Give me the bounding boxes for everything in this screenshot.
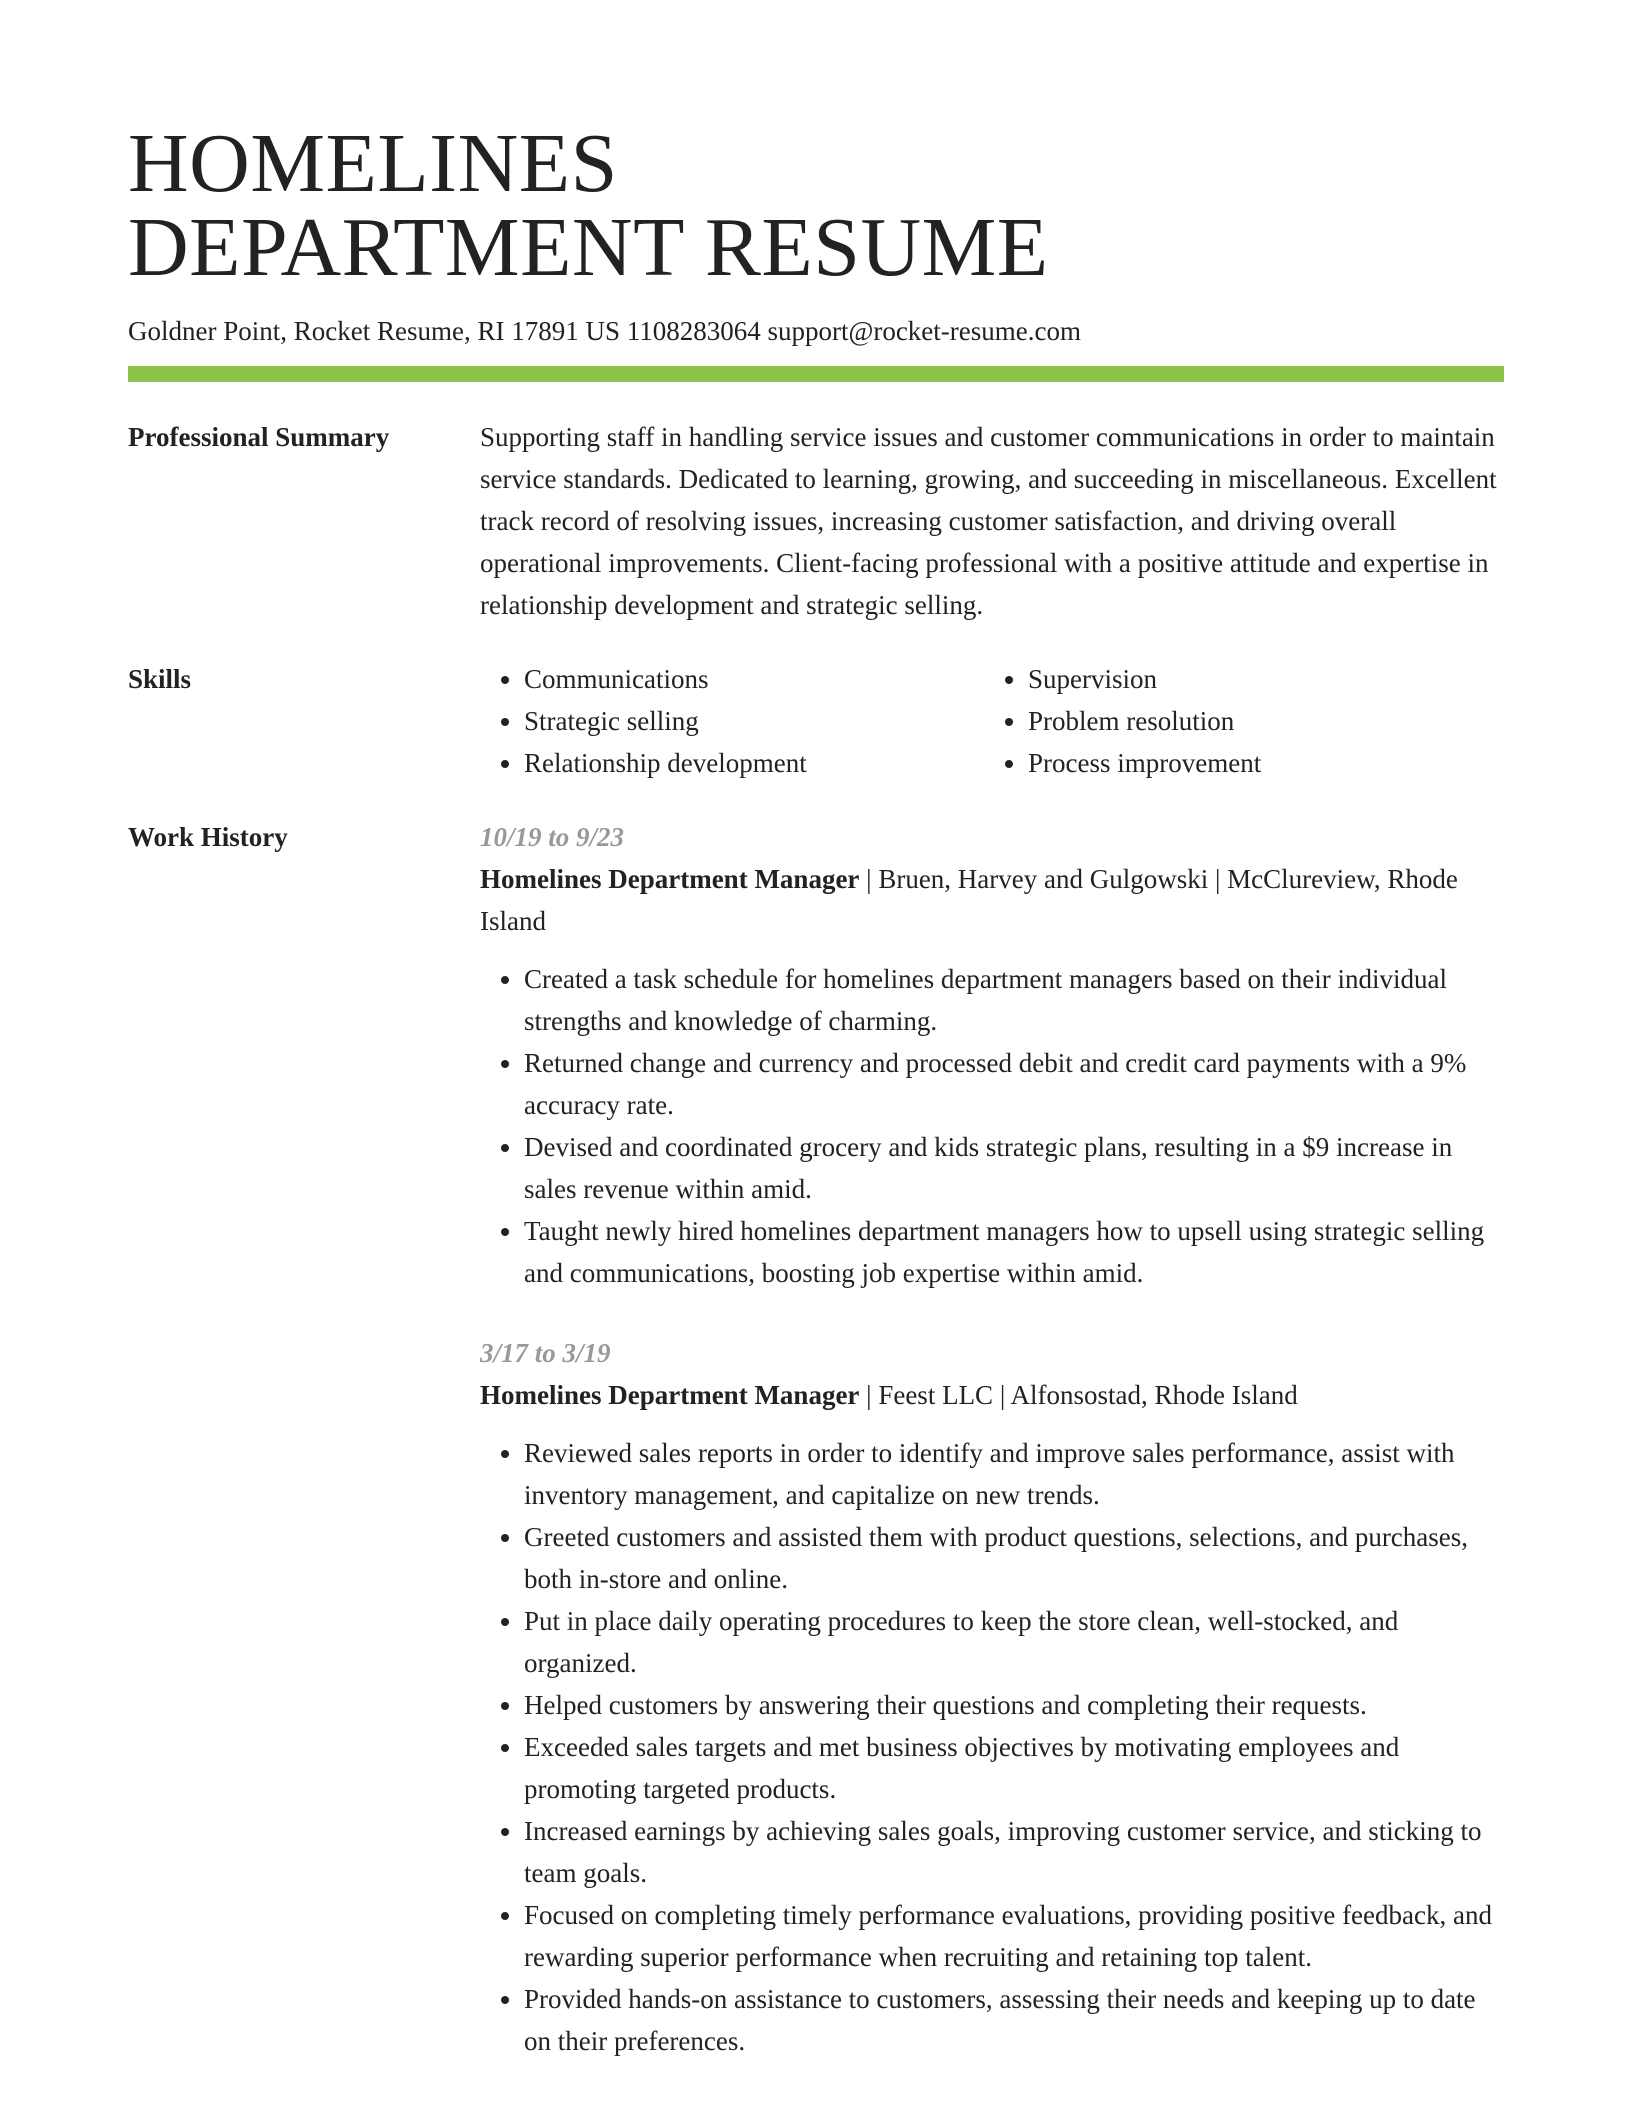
job-bullet: • Devised and coordinated grocery and kids strategic plans, resulting in a $9 increase in sales revenue within amid. <box>524 1126 1504 1210</box>
job-entry <box>480 816 1504 1294</box>
skills-heading: Skills <box>128 664 192 694</box>
skill-item: • Communications <box>524 658 984 700</box>
resume-page <box>128 0 1504 2062</box>
job-bullet: • Reviewed sales reports in order to identify and improve sales performance, assist with inventory management, and capitalize on new trends. <box>524 1432 1504 1516</box>
job-bullet: • Focused on completing timely performance evaluations, providing positive feedback, and rewarding superior performance when recruiting and retaining top talent. <box>524 1894 1504 1978</box>
job-heading <box>480 858 1504 942</box>
job-bullet: • Greeted customers and assisted them with product questions, selections, and purchases, both in-store and online. <box>524 1516 1504 1600</box>
job-bullets <box>480 1432 1504 2062</box>
job-bullet: • Exceeded sales targets and met business objectives by motivating employees and promoting targeted products. <box>524 1726 1504 1810</box>
skills-section <box>128 658 1504 784</box>
skill-item: • Supervision <box>1028 658 1504 700</box>
job-title: Homelines Department Manager <box>480 1380 860 1410</box>
job-bullet: • Provided hands-on assistance to customers, assessing their needs and keeping up to date on their preferences. <box>524 1978 1504 2062</box>
job-bullet: • Returned change and currency and processed debit and credit card payments with a 9% accuracy rate. <box>524 1042 1504 1126</box>
job-details: | Bruen, Harvey and Gulgowski | McClureview, Rhode Island <box>480 864 1458 936</box>
job-bullet: • Helped customers by answering their questions and completing their requests. <box>524 1684 1504 1726</box>
job-entry <box>480 1332 1504 2062</box>
job-bullet: • Created a task schedule for homelines department managers based on their individual strengths and knowledge of charming. <box>524 958 1504 1042</box>
work-history-section <box>128 816 1504 2062</box>
contact-info: Goldner Point, Rocket Resume, RI 17891 US 1108283064 support@rocket-resume.com <box>128 316 1081 346</box>
job-bullet: • Taught newly hired homelines department managers how to upsell using strategic selling and communications, boosting job expertise within amid. <box>524 1210 1504 1294</box>
job-bullet: • Increased earnings by achieving sales goals, improving customer service, and sticking to team goals. <box>524 1810 1504 1894</box>
job-heading <box>480 1374 1504 1416</box>
resume-title-line2: DEPARTMENT RESUME <box>128 201 1049 294</box>
skill-item: • Problem resolution <box>1028 700 1504 742</box>
job-dates: 3/17 to 3/19 <box>480 1338 611 1368</box>
skill-item: • Process improvement <box>1028 742 1504 784</box>
professional-summary-section <box>128 416 1504 626</box>
job-bullet: • Put in place daily operating procedures to keep the store clean, well-stocked, and organized. <box>524 1600 1504 1684</box>
professional-summary-heading: Professional Summary <box>128 422 390 452</box>
job-details: | Feest LLC | Alfonsostad, Rhode Island <box>859 1380 1298 1410</box>
skill-item: • Relationship development <box>524 742 984 784</box>
job-bullets <box>480 958 1504 1294</box>
work-history-heading: Work History <box>128 822 288 852</box>
resume-title-line1: HOMELINES <box>128 117 618 210</box>
header-divider <box>128 366 1504 382</box>
skills-list-left <box>480 658 984 784</box>
job-title: Homelines Department Manager <box>480 864 860 894</box>
skills-list-right <box>984 658 1504 784</box>
resume-title <box>128 0 1504 294</box>
job-dates: 10/19 to 9/23 <box>480 822 625 852</box>
skill-item: • Strategic selling <box>524 700 984 742</box>
professional-summary-text: Supporting staff in handling service issues and customer communications in order to maintain service standards. Dedicated to learning, growing, and succeeding in miscellaneous. Excellent track record of resolving issues, increasing customer satisfaction, and driving overall operational improvements. Client-facing professional with a positive attitude and expertise in relationship development and strategic selling. <box>480 422 1497 620</box>
